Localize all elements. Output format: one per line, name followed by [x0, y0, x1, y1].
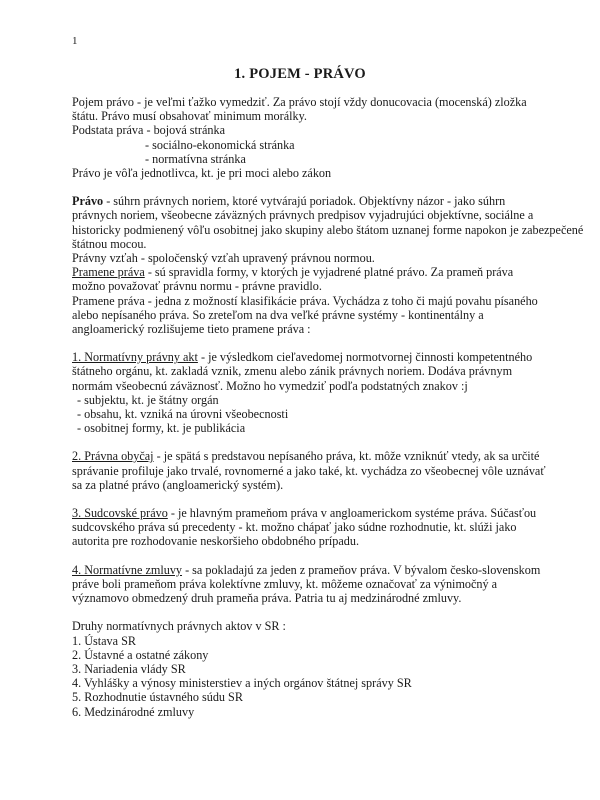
text-line: - sociálno-ekonomická stránka [145, 137, 295, 152]
text-fragment: - sa pokladajú za jeden z prameňov práva. V bývalom česko-slovenskom [182, 562, 541, 577]
text-line: štátu. Právo musí obsahovať minimum morálky. [72, 109, 307, 124]
text-line: Podstata práva - bojová stránka [72, 123, 225, 138]
bullet-item: - subjektu, kt. je štátny orgán [77, 392, 219, 407]
source-judicial-law [72, 506, 552, 549]
list-item: 3. Nariadenia vlády SR [72, 661, 186, 676]
document-body [72, 95, 584, 719]
bullet-item: - obsahu, kt. vzniká na úrovni všeobecnosti [77, 407, 289, 422]
text-line: správanie profiluje jako trvalé, rovnomerné a jako také, kt. vychádza zo všeobecnej vôle uznávať [72, 463, 546, 478]
paragraph-gap [72, 605, 552, 619]
text-line: autorita pre rozhodovanie neskoršieho obdobného prípadu. [72, 534, 360, 549]
text-line [72, 350, 552, 364]
bold-term: Právo [72, 194, 104, 209]
text-line [72, 265, 552, 279]
text-line: alebo nepísaného práva. So zreteľom na dva veľké právne systémy - kontinentálny a [72, 307, 484, 322]
text-line: normám všeobecnú záväznosť. Možno ho vymedziť podľa podstatných znakov :j [72, 378, 468, 393]
source-custom [72, 449, 552, 492]
page-title: 1. POJEM - PRÁVO [234, 66, 366, 82]
text-line: Právo je vôľa jednotlivca, kt. je pri moci alebo zákon [72, 166, 332, 181]
source-normative-contracts [72, 563, 552, 606]
list-item: 1. Ústava SR [72, 633, 136, 648]
acts-list [72, 634, 552, 719]
text-fragment: - sú spravidla formy, v ktorých je vyjadrené platné právo. Za prameň práva [144, 265, 514, 280]
underlined-term: 2. Právna obyčaj [72, 449, 154, 464]
text-line [72, 506, 552, 520]
text-line: právnych noriem, všeobecne záväzných právnych predpisov vyjadrujúci objektívne, sociálne a [72, 208, 534, 223]
text-line: - normatívna stránka [145, 151, 246, 166]
text-line: Pojem právo - je veľmi ťažko vymedziť. Za právo stojí vždy donucovacia (mocenská) zložka [72, 95, 527, 109]
definition-paragraph [72, 194, 584, 337]
text-line [72, 194, 552, 208]
list-item: 5. Rozhodnutie ústavného súdu SR [72, 690, 243, 705]
paragraph-gap [72, 492, 552, 506]
text-line: Pramene práva - jedna z možností klasifikácie práva. Vychádza z toho či majú povahu písaného [72, 293, 538, 308]
text-line [72, 563, 552, 577]
acts-list-section [72, 619, 552, 718]
list-heading: Druhy normatívnych právnych aktov v SR : [72, 619, 286, 634]
paragraph-gap [72, 180, 552, 194]
text-fragment: - je spätá s predstavou nepísaného práva, kt. môže vzniknúť vtedy, ak sa určité [153, 449, 540, 464]
list-item: 6. Medzinárodné zmluvy [72, 704, 195, 719]
paragraph-gap [72, 336, 552, 350]
list-item: 2. Ústavné a ostatné zákony [72, 647, 209, 662]
paragraph-gap [72, 549, 552, 563]
underlined-term: Pramene práva [72, 265, 145, 280]
underlined-term: 1. Normatívny právny akt [72, 350, 198, 365]
text-line: angloamerický rozlišujeme tieto pramene práva : [72, 322, 311, 337]
paragraph-gap [72, 435, 552, 449]
text-line: Právny vzťah - spoločenský vzťah upravený právnou normou. [72, 251, 375, 266]
text-line: významovo obmedzený druh prameňa práva. Patria tu aj medzinárodné zmluvy. [72, 591, 462, 606]
text-fragment: - je výsledkom cieľavedomej normotvornej činnosti kompetentného [197, 350, 533, 365]
page-number: 1 [72, 35, 78, 47]
bullet-item: - osobitnej formy, kt. je publikácia [77, 421, 246, 436]
list-item: 4. Vyhlášky a výnosy ministerstiev a iných orgánov štátnej správy SR [72, 676, 412, 691]
underlined-term: 3. Sudcovské právo [72, 506, 168, 521]
text-fragment: - súhrn právnych noriem, ktoré vytvárajú poriadok. Objektívny názor - jako súhrn [103, 194, 506, 209]
text-line: sudcovského práva sú precedenty - kt. možno chápať jako súdne rozhodnutie, kt. slúži jako [72, 520, 517, 535]
text-fragment: - je hlavným prameňom práva v angloamerickom systéme práva. Súčasťou [167, 506, 537, 521]
text-line: historicky podmienený vôľu osobitnej jako skupiny alebo štátom uznanej forme napokon je zabezpečené [72, 222, 584, 237]
text-line: práve boli prameňom práva kolektívne zmluvy, kt. môžeme označovať za výnimočný a [72, 576, 498, 591]
text-line: štátnou mocou. [72, 236, 147, 251]
text-line: sa za platné právo (angloamerický systém). [72, 477, 284, 492]
intro-paragraph [72, 95, 552, 180]
underlined-term: 4. Normatívne zmluvy [72, 562, 183, 577]
text-line: štátneho orgánu, kt. zakladá vznik, zmenu alebo zánik právnych noriem. Dodáva právnym [72, 364, 513, 379]
text-line: možno považovať právnu normu - právne pravidlo. [72, 279, 322, 294]
source-normative-act [72, 350, 552, 435]
text-line [72, 449, 552, 463]
